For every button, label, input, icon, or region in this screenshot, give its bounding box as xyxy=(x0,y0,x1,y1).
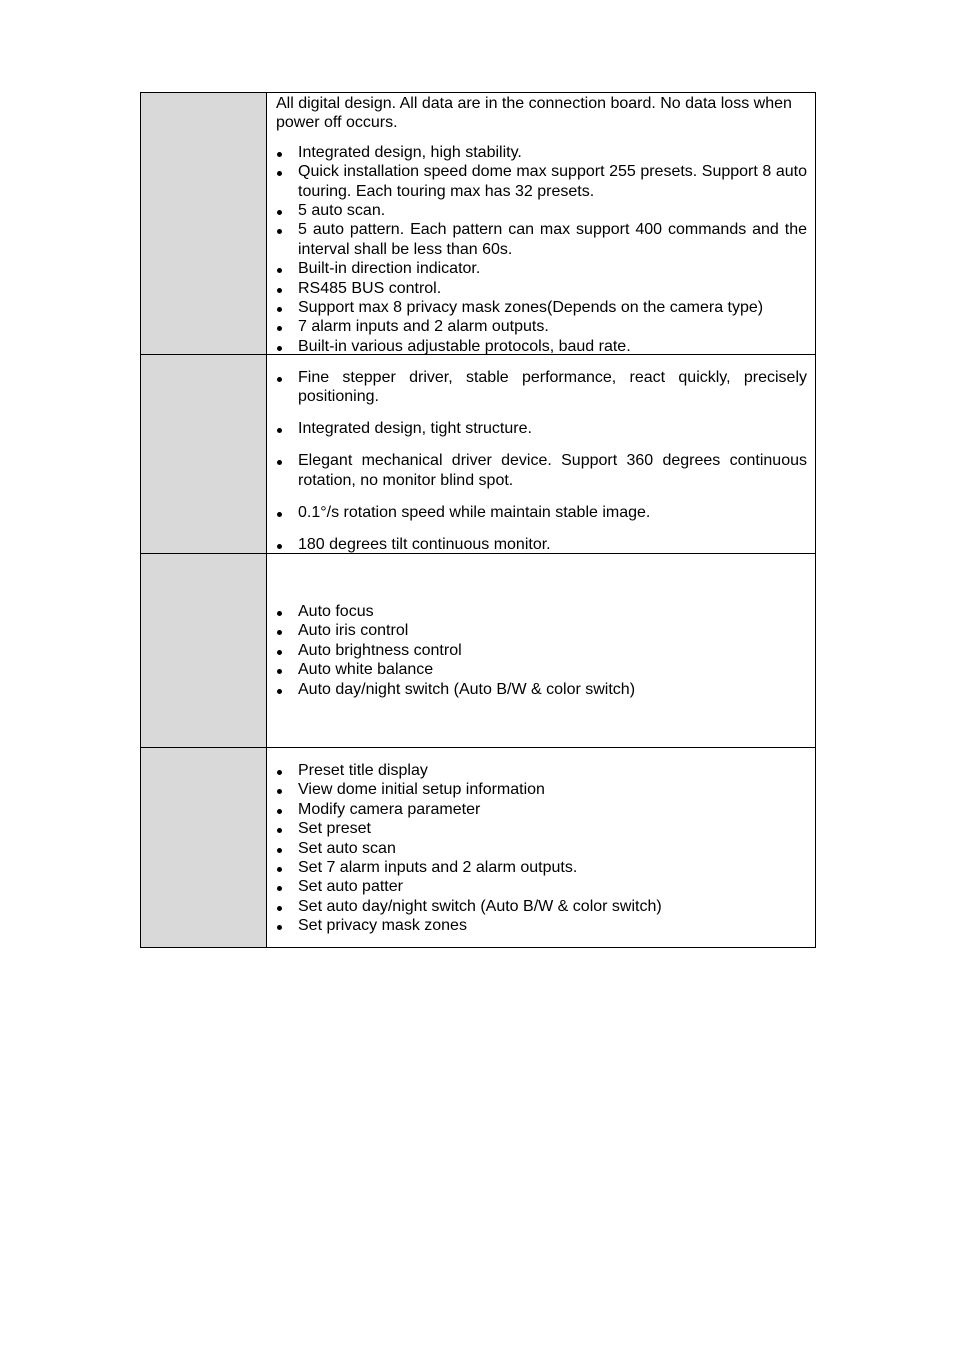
list-item: Set preset xyxy=(276,819,807,838)
list-item: Set auto patter xyxy=(276,877,807,896)
list-item: 180 degrees tilt continuous monitor. xyxy=(276,535,807,554)
list-item: Auto brightness control xyxy=(276,641,807,660)
list-item: Auto white balance xyxy=(276,660,807,679)
list-item: Set auto day/night switch (Auto B/W & color switch) xyxy=(276,897,807,916)
list-item: Auto focus xyxy=(276,602,807,621)
list-item: RS485 BUS control. xyxy=(276,279,807,298)
row-label-cell xyxy=(141,355,267,554)
list-item: 7 alarm inputs and 2 alarm outputs. xyxy=(276,317,807,336)
list-item: Set 7 alarm inputs and 2 alarm outputs. xyxy=(276,858,807,877)
row-content-cell xyxy=(267,93,816,355)
list-item: 5 auto scan. xyxy=(276,201,807,220)
list-item: Set privacy mask zones xyxy=(276,916,807,935)
bullet-list xyxy=(276,761,807,936)
spec-table xyxy=(140,92,816,948)
list-item: Elegant mechanical driver device. Support 360 degrees continuous rotation, no monitor blind spot. xyxy=(276,451,807,490)
intro-text: All digital design. All data are in the connection board. No data loss when power off occurs. xyxy=(276,95,792,132)
list-item: Built-in various adjustable protocols, baud rate. xyxy=(276,337,807,356)
table-row xyxy=(141,748,816,948)
bullet-list xyxy=(276,602,807,699)
list-item: Auto day/night switch (Auto B/W & color switch) xyxy=(276,680,807,699)
list-item: Modify camera parameter xyxy=(276,800,807,819)
list-item: View dome initial setup information xyxy=(276,780,807,799)
bullet-list xyxy=(276,368,807,554)
list-item: Set auto scan xyxy=(276,839,807,858)
list-item: Built-in direction indicator. xyxy=(276,259,807,278)
table-row xyxy=(141,355,816,554)
list-item: Auto iris control xyxy=(276,621,807,640)
table-row xyxy=(141,93,816,355)
row-label-cell xyxy=(141,93,267,355)
list-item: Fine stepper driver, stable performance, react quickly, precisely positioning. xyxy=(276,368,807,407)
list-item: Preset title display xyxy=(276,761,807,780)
row-content-cell xyxy=(267,355,816,554)
list-item: 0.1°/s rotation speed while maintain stable image. xyxy=(276,503,807,522)
row-label-cell xyxy=(141,748,267,948)
row-content-cell xyxy=(267,748,816,948)
list-item: Quick installation speed dome max support 255 presets. Support 8 auto touring. Each touring max has 32 presets. xyxy=(276,162,807,201)
bullet-list xyxy=(276,143,807,356)
row-label-cell xyxy=(141,554,267,748)
row-content-cell xyxy=(267,554,816,748)
table-row xyxy=(141,554,816,748)
list-item: Integrated design, tight structure. xyxy=(276,419,807,438)
list-item: Support max 8 privacy mask zones(Depends on the camera type) xyxy=(276,298,807,317)
list-item: 5 auto pattern. Each pattern can max support 400 commands and the interval shall be less than 60s. xyxy=(276,220,807,259)
list-item: Integrated design, high stability. xyxy=(276,143,807,162)
